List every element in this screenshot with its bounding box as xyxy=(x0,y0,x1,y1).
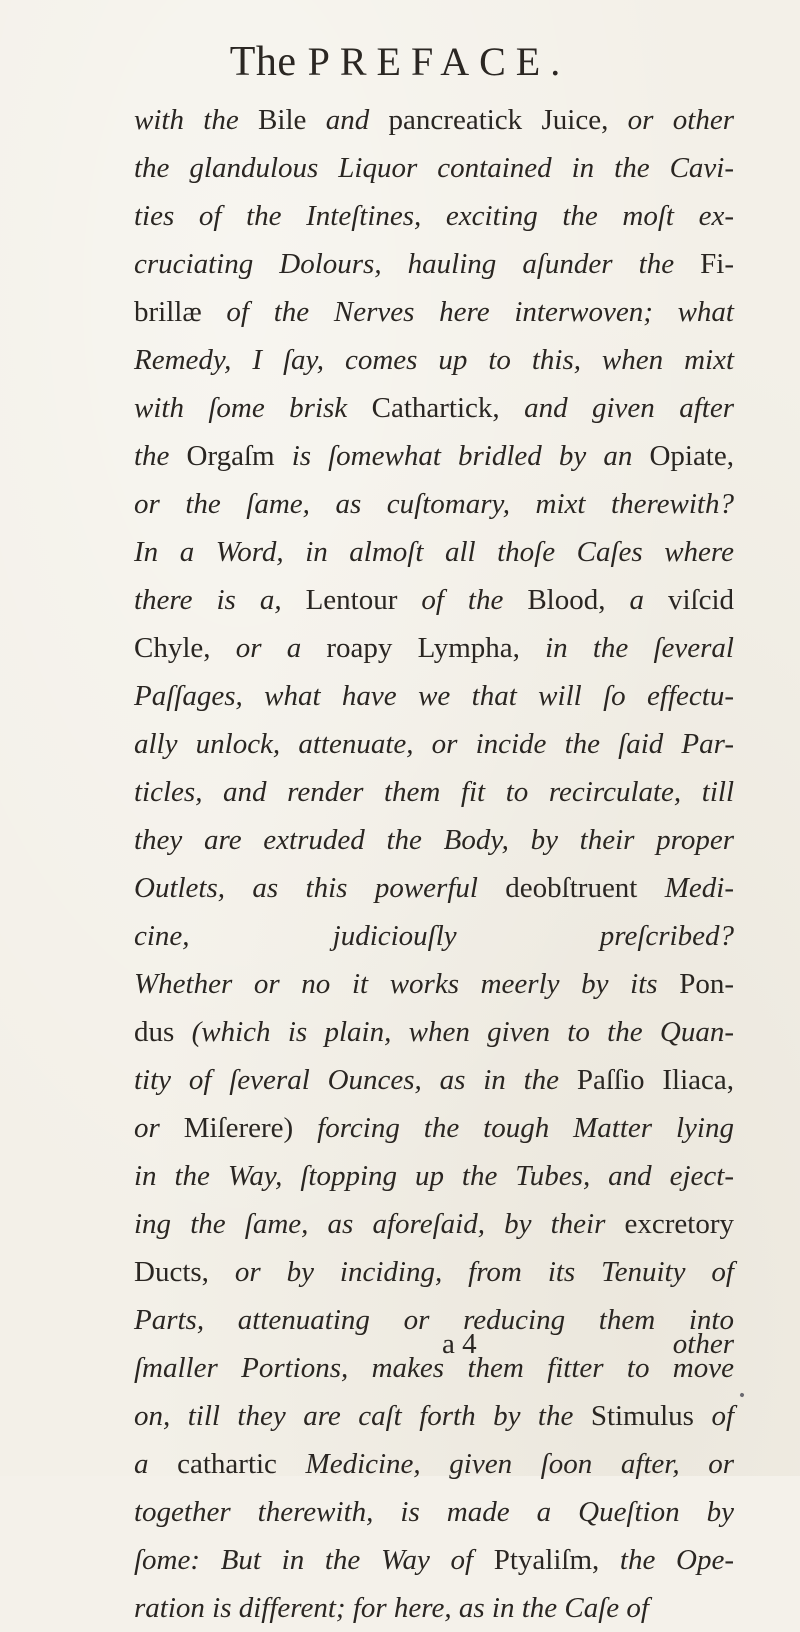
page-footer xyxy=(134,1320,734,1368)
italic-text: Parts, attenuating or reducing them into xyxy=(134,1304,734,1336)
roman-text: Pon- xyxy=(679,968,734,1000)
text-line xyxy=(134,144,734,192)
signature-mark: a 4 xyxy=(442,1328,477,1360)
roman-text: brillæ xyxy=(134,296,202,328)
italic-text: in the ſeveral xyxy=(519,632,734,664)
italic-text: there is a, xyxy=(134,584,306,616)
roman-text: viſcid xyxy=(667,584,734,616)
italic-text: tity of ſeveral Ounces, as in the xyxy=(134,1064,577,1096)
ink-speck xyxy=(739,1392,744,1397)
italic-text: or xyxy=(134,1112,184,1144)
text-line xyxy=(134,1584,734,1632)
running-header xyxy=(0,38,800,86)
italic-text: Whether or no it works meerly by its xyxy=(134,968,680,1000)
italic-text: Medi- xyxy=(637,872,734,904)
text-line xyxy=(134,432,734,480)
text-line xyxy=(134,1392,734,1440)
roman-text: Ptyaliſm, xyxy=(493,1544,600,1576)
text-line xyxy=(134,192,734,240)
italic-text: with the xyxy=(134,104,259,136)
text-line xyxy=(134,1056,734,1104)
catchword: other xyxy=(672,1328,734,1360)
roman-text: Miſerere) xyxy=(183,1112,294,1144)
italic-text: together therewith, is made a Queſtion by xyxy=(134,1496,734,1528)
body-text xyxy=(134,96,734,1632)
italic-text: forcing the tough Matter lying xyxy=(293,1112,734,1144)
italic-text: ally unlock, attenuate, or incide the ſaid Par- xyxy=(134,728,734,760)
italic-text: ſmaller Portions, makes them fitter to move xyxy=(134,1352,734,1384)
roman-text: cathartic xyxy=(177,1448,277,1480)
text-line xyxy=(134,1248,734,1296)
roman-text: deobſtruent xyxy=(505,872,638,904)
roman-text: excretory xyxy=(624,1208,734,1240)
italic-text: Paſſages, what have we that will ſo effectu- xyxy=(134,680,734,712)
roman-text: Lentour xyxy=(305,584,398,616)
roman-text: dus xyxy=(134,1016,175,1048)
italic-text: a xyxy=(605,584,668,616)
text-line xyxy=(134,672,734,720)
roman-text: Paſſio Iliaca, xyxy=(576,1064,735,1096)
italic-text: ticles, and render them fit to recirculate, till xyxy=(134,776,734,808)
text-line xyxy=(134,384,734,432)
italic-text: and xyxy=(306,104,389,136)
text-line xyxy=(134,1536,734,1584)
text-line xyxy=(134,1008,734,1056)
italic-text: a xyxy=(134,1448,178,1480)
roman-text: Blood, xyxy=(527,584,606,616)
italic-text: Medicine, given ſoon after, or xyxy=(276,1448,735,1480)
text-line xyxy=(134,720,734,768)
text-line xyxy=(134,864,734,912)
text-line xyxy=(134,768,734,816)
roman-text: Opiate, xyxy=(649,440,734,472)
text-line xyxy=(134,96,734,144)
text-line xyxy=(134,912,734,960)
text-line xyxy=(134,480,734,528)
roman-text: pancreatick Juice, xyxy=(388,104,609,136)
italic-text: the glandulous Liquor contained in the Cavi- xyxy=(134,152,734,184)
roman-text: Cathartick, xyxy=(371,392,500,424)
text-line xyxy=(134,1440,734,1488)
text-line xyxy=(134,1152,734,1200)
italic-text: cruciating Dolours, hauling aſunder the xyxy=(134,248,701,280)
italic-text: In a Word, in almoſt all thoſe Caſes where xyxy=(134,536,734,568)
roman-text: Ducts, xyxy=(134,1256,209,1288)
italic-text: ſome: But in the Way of xyxy=(134,1544,494,1576)
text-line xyxy=(134,576,734,624)
italic-text: cine, judiciouſly preſcribed? xyxy=(134,920,734,952)
italic-text: or other xyxy=(608,104,734,136)
italic-text: or a xyxy=(210,632,327,664)
text-line xyxy=(134,528,734,576)
italic-text: or by inciding, from its Tenuity of xyxy=(208,1256,734,1288)
roman-text: Bile xyxy=(258,104,307,136)
italic-text: is ſomewhat bridled by an xyxy=(274,440,650,472)
roman-text: Stimulus xyxy=(590,1400,694,1432)
italic-text: the Ope- xyxy=(599,1544,734,1576)
italic-text: Remedy, I ſay, comes up to this, when mixt xyxy=(134,344,734,376)
text-line xyxy=(134,816,734,864)
roman-text: Chyle, xyxy=(134,632,211,664)
roman-text: Fi- xyxy=(700,248,734,280)
italic-text: of the Nerves here interwoven; what xyxy=(201,296,734,328)
italic-text: ration is different; for here, as in the Caſe of xyxy=(134,1592,649,1624)
header-prefix: The xyxy=(229,39,297,85)
italic-text: in the Way, ſtopping up the Tubes, and eject- xyxy=(134,1160,734,1192)
italic-text: ing the ſame, as aforeſaid, by their xyxy=(134,1208,625,1240)
text-line xyxy=(134,336,734,384)
italic-text: of the xyxy=(397,584,528,616)
italic-text: the xyxy=(134,440,187,472)
italic-text: and given after xyxy=(499,392,734,424)
italic-text: ties of the Inteſtines, exciting the moſt ex- xyxy=(134,200,734,232)
text-line xyxy=(134,960,734,1008)
text-line xyxy=(134,288,734,336)
italic-text: of xyxy=(693,1400,734,1432)
italic-text: or the ſame, as cuſtomary, mixt therewith? xyxy=(134,488,734,520)
italic-text: on, till they are caſt forth by the xyxy=(134,1400,591,1432)
italic-text: they are extruded the Body, by their proper xyxy=(134,824,734,856)
text-line xyxy=(134,1200,734,1248)
text-line xyxy=(134,1488,734,1536)
text-line xyxy=(134,624,734,672)
text-line xyxy=(134,240,734,288)
italic-text: with ſome brisk xyxy=(134,392,372,424)
italic-text: (which is plain, when given to the Quan- xyxy=(174,1016,734,1048)
header-title: PREFACE. xyxy=(307,39,571,84)
roman-text: Orgaſm xyxy=(186,440,275,472)
italic-text: Outlets, as this powerful xyxy=(134,872,506,904)
text-line xyxy=(134,1104,734,1152)
roman-text: roapy Lympha, xyxy=(326,632,520,664)
